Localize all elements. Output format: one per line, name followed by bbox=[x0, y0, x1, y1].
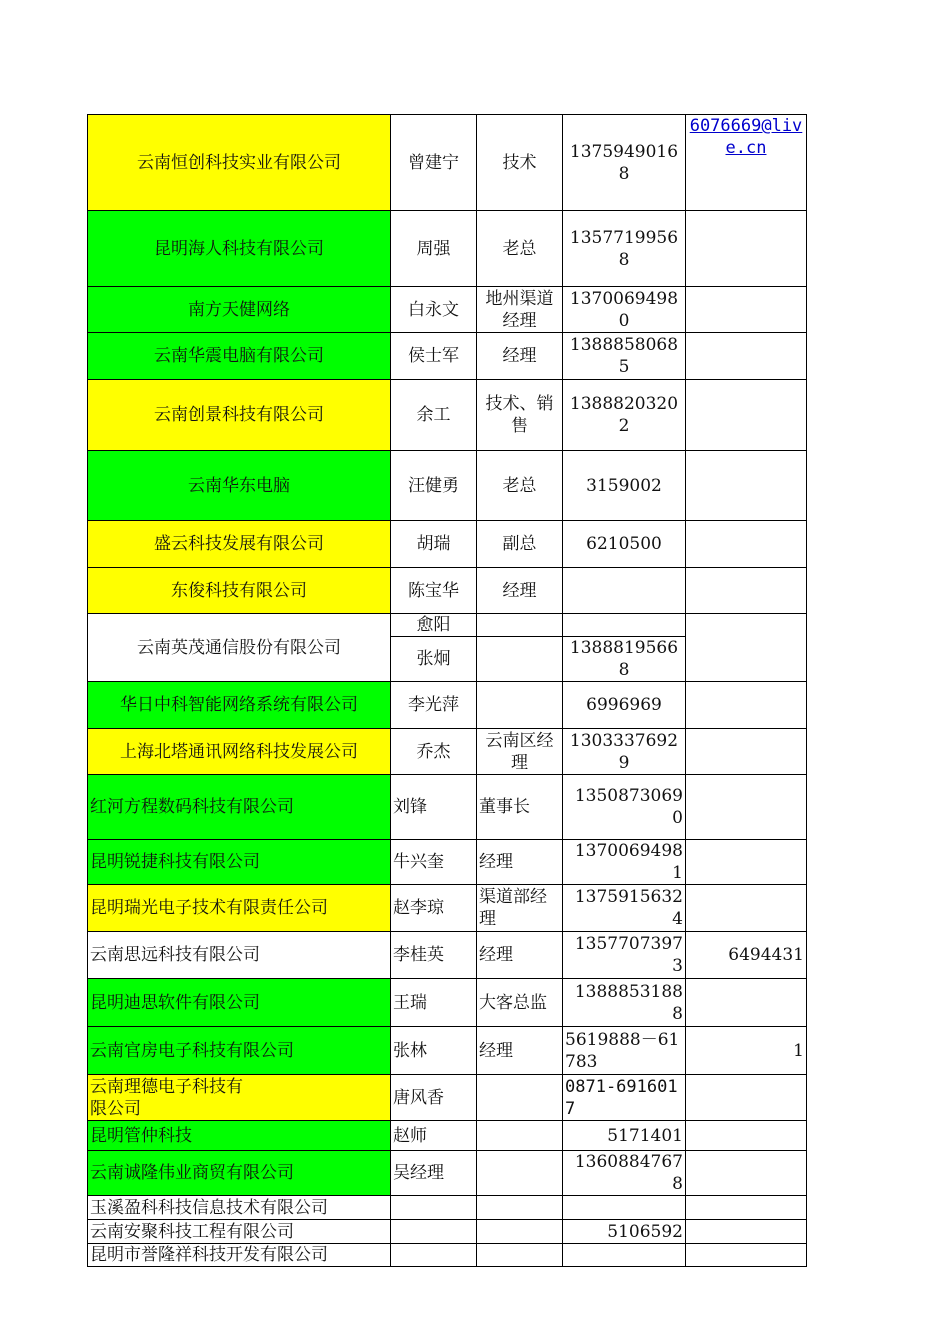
contact-cell: 李桂英 bbox=[391, 932, 477, 979]
title-cell bbox=[477, 682, 563, 729]
company-cell: 华日中科智能网络系统有限公司 bbox=[88, 682, 391, 729]
contact-cell: 汪健勇 bbox=[391, 451, 477, 521]
title-cell bbox=[477, 614, 563, 637]
contact-cell: 唐风香 bbox=[391, 1075, 477, 1121]
table-row bbox=[88, 1196, 807, 1220]
phone-cell: 5619888－61783 bbox=[563, 1027, 686, 1075]
table-row bbox=[88, 1244, 807, 1267]
table-row bbox=[88, 729, 807, 775]
phone-cell: 0871-6916017 bbox=[563, 1075, 686, 1121]
extra-cell bbox=[686, 979, 807, 1027]
contact-cell: 曾建宁 bbox=[391, 115, 477, 211]
phone-cell: 3159002 bbox=[563, 451, 686, 521]
extra-cell bbox=[686, 380, 807, 451]
extra-cell bbox=[686, 682, 807, 729]
contact-cell: 张林 bbox=[391, 1027, 477, 1075]
title-cell: 副总 bbox=[477, 521, 563, 568]
title-cell: 经理 bbox=[477, 932, 563, 979]
title-cell: 老总 bbox=[477, 451, 563, 521]
phone-cell: 5106592 bbox=[563, 1220, 686, 1244]
contact-cell bbox=[391, 1196, 477, 1220]
phone-cell: 13759490168 bbox=[563, 115, 686, 211]
table-row bbox=[88, 115, 807, 211]
extra-cell bbox=[686, 568, 807, 614]
title-cell: 经理 bbox=[477, 840, 563, 885]
company-cell: 云南思远科技有限公司 bbox=[88, 932, 391, 979]
phone-cell: 13577199568 bbox=[563, 211, 686, 287]
table-row bbox=[88, 840, 807, 885]
phone-cell bbox=[563, 614, 686, 637]
contact-cell: 余工 bbox=[391, 380, 477, 451]
table-row bbox=[88, 1220, 807, 1244]
table-row bbox=[88, 521, 807, 568]
table-row bbox=[88, 775, 807, 840]
contact-cell: 李光萍 bbox=[391, 682, 477, 729]
title-cell: 大客总监 bbox=[477, 979, 563, 1027]
extra-cell bbox=[686, 451, 807, 521]
company-cell: 上海北塔通讯网络科技发展公司 bbox=[88, 729, 391, 775]
phone-cell: 13759156324 bbox=[563, 885, 686, 932]
phone-cell: 6210500 bbox=[563, 521, 686, 568]
table-row bbox=[88, 568, 807, 614]
company-cell: 东俊科技有限公司 bbox=[88, 568, 391, 614]
contact-cell: 愈阳 bbox=[391, 614, 477, 637]
extra-cell bbox=[686, 1196, 807, 1220]
extra-cell bbox=[686, 840, 807, 885]
contact-cell bbox=[391, 1244, 477, 1267]
contact-table bbox=[87, 114, 807, 1267]
extra-cell bbox=[686, 1244, 807, 1267]
table-row bbox=[88, 1121, 807, 1151]
company-cell: 昆明管仲科技 bbox=[88, 1121, 391, 1151]
extra-cell bbox=[686, 729, 807, 775]
company-cell: 昆明海人科技有限公司 bbox=[88, 211, 391, 287]
extra-cell bbox=[686, 885, 807, 932]
extra-cell bbox=[686, 1220, 807, 1244]
phone-cell bbox=[563, 1244, 686, 1267]
company-cell: 云南诚隆伟业商贸有限公司 bbox=[88, 1151, 391, 1196]
title-cell bbox=[477, 1121, 563, 1151]
table-row bbox=[88, 979, 807, 1027]
phone-cell: 13888195668 bbox=[563, 637, 686, 682]
table-row bbox=[88, 380, 807, 451]
phone-cell: 13700694980 bbox=[563, 287, 686, 333]
phone-cell: 13888580685 bbox=[563, 333, 686, 380]
extra-cell bbox=[686, 775, 807, 840]
company-cell: 昆明瑞光电子技术有限责任公司 bbox=[88, 885, 391, 932]
title-cell bbox=[477, 637, 563, 682]
contact-cell: 刘锋 bbox=[391, 775, 477, 840]
title-cell: 地州渠道经理 bbox=[477, 287, 563, 333]
company-cell: 盛云科技发展有限公司 bbox=[88, 521, 391, 568]
company-cell: 昆明锐捷科技有限公司 bbox=[88, 840, 391, 885]
phone-cell: 13888531888 bbox=[563, 979, 686, 1027]
phone-cell: 13033376929 bbox=[563, 729, 686, 775]
company-cell: 玉溪盈科科技信息技术有限公司 bbox=[88, 1196, 391, 1220]
contact-cell: 王瑞 bbox=[391, 979, 477, 1027]
title-cell bbox=[477, 1151, 563, 1196]
table-row bbox=[88, 211, 807, 287]
extra-cell bbox=[686, 333, 807, 380]
phone-cell bbox=[563, 1196, 686, 1220]
contact-cell: 吴经理 bbox=[391, 1151, 477, 1196]
title-cell: 渠道部经理 bbox=[477, 885, 563, 932]
table-row bbox=[88, 885, 807, 932]
extra-cell bbox=[686, 614, 807, 682]
phone-cell bbox=[563, 568, 686, 614]
contact-cell: 胡瑞 bbox=[391, 521, 477, 568]
title-cell: 老总 bbox=[477, 211, 563, 287]
company-cell: 云南华东电脑 bbox=[88, 451, 391, 521]
title-cell bbox=[477, 1075, 563, 1121]
title-cell: 经理 bbox=[477, 1027, 563, 1075]
company-cell: 云南英茂通信股份有限公司 bbox=[88, 614, 391, 682]
company-cell: 云南华震电脑有限公司 bbox=[88, 333, 391, 380]
phone-cell: 5171401 bbox=[563, 1121, 686, 1151]
contact-cell: 赵师 bbox=[391, 1121, 477, 1151]
title-cell: 经理 bbox=[477, 333, 563, 380]
table-row bbox=[88, 932, 807, 979]
company-cell: 云南官房电子科技有限公司 bbox=[88, 1027, 391, 1075]
table-row bbox=[88, 333, 807, 380]
title-cell: 技术 bbox=[477, 115, 563, 211]
company-cell: 云南安聚科技工程有限公司 bbox=[88, 1220, 391, 1244]
extra-cell bbox=[686, 521, 807, 568]
extra-cell bbox=[686, 211, 807, 287]
contact-cell: 赵李琼 bbox=[391, 885, 477, 932]
table-row bbox=[88, 1075, 807, 1121]
contact-cell: 乔杰 bbox=[391, 729, 477, 775]
contact-cell bbox=[391, 1220, 477, 1244]
company-cell: 昆明市誉隆祥科技开发有限公司 bbox=[88, 1244, 391, 1267]
title-cell bbox=[477, 1220, 563, 1244]
title-cell: 技术、销售 bbox=[477, 380, 563, 451]
table-row bbox=[88, 1027, 807, 1075]
extra-cell bbox=[686, 1075, 807, 1121]
contact-cell: 周强 bbox=[391, 211, 477, 287]
phone-cell: 13700694981 bbox=[563, 840, 686, 885]
title-cell bbox=[477, 1196, 563, 1220]
extra-cell bbox=[686, 287, 807, 333]
extra-cell: 1 bbox=[686, 1027, 807, 1075]
phone-cell: 13508730690 bbox=[563, 775, 686, 840]
extra-cell bbox=[686, 1121, 807, 1151]
company-cell: 南方天健网络 bbox=[88, 287, 391, 333]
phone-cell: 6996969 bbox=[563, 682, 686, 729]
email-link[interactable]: 6076669@live.cn bbox=[686, 115, 807, 211]
company-cell: 红河方程数码科技有限公司 bbox=[88, 775, 391, 840]
company-cell: 云南创景科技有限公司 bbox=[88, 380, 391, 451]
extra-cell bbox=[686, 1151, 807, 1196]
table-row bbox=[88, 287, 807, 333]
phone-cell: 13608847678 bbox=[563, 1151, 686, 1196]
title-cell: 董事长 bbox=[477, 775, 563, 840]
table-row bbox=[88, 451, 807, 521]
phone-cell: 13577073973 bbox=[563, 932, 686, 979]
contact-cell: 陈宝华 bbox=[391, 568, 477, 614]
company-cell: 云南理德电子科技有限公司 bbox=[88, 1075, 391, 1121]
table-row bbox=[88, 682, 807, 729]
company-cell: 云南恒创科技实业有限公司 bbox=[88, 115, 391, 211]
company-cell: 昆明迪思软件有限公司 bbox=[88, 979, 391, 1027]
contact-cell: 牛兴奎 bbox=[391, 840, 477, 885]
table-row bbox=[88, 614, 807, 637]
extra-cell: 6494431 bbox=[686, 932, 807, 979]
title-cell: 经理 bbox=[477, 568, 563, 614]
table-row bbox=[88, 1151, 807, 1196]
contact-cell: 侯士军 bbox=[391, 333, 477, 380]
contact-cell: 白永文 bbox=[391, 287, 477, 333]
phone-cell: 13888203202 bbox=[563, 380, 686, 451]
title-cell: 云南区经理 bbox=[477, 729, 563, 775]
contact-cell: 张炯 bbox=[391, 637, 477, 682]
title-cell bbox=[477, 1244, 563, 1267]
